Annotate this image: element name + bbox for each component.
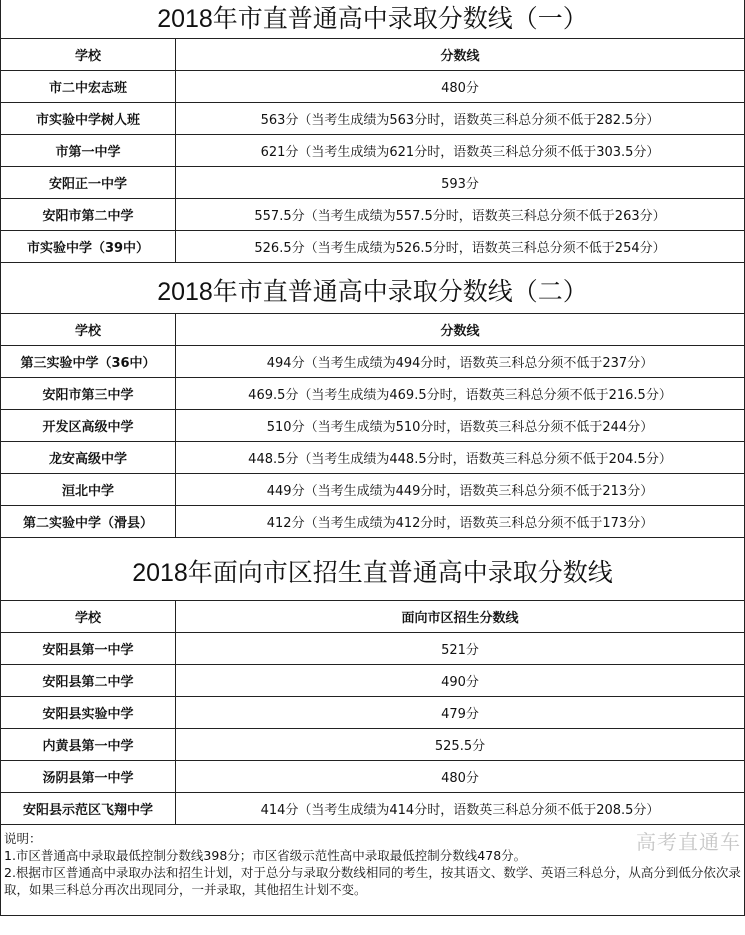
school-name: 开发区高级中学 bbox=[1, 410, 176, 442]
school-name: 安阳县第二中学 bbox=[1, 665, 176, 697]
table-row bbox=[1, 729, 745, 761]
table-row bbox=[1, 378, 745, 410]
table-row bbox=[1, 665, 745, 697]
school-name: 安阳市第三中学 bbox=[1, 378, 176, 410]
table-row bbox=[1, 199, 745, 231]
school-name: 市第一中学 bbox=[1, 135, 176, 167]
table-row bbox=[1, 793, 745, 825]
scores-table bbox=[0, 313, 745, 538]
table-row bbox=[1, 633, 745, 665]
table-row bbox=[1, 103, 745, 135]
section-title: 2018年面向市区招生直普通高中录取分数线 bbox=[0, 538, 745, 600]
school-name: 安阳市第二中学 bbox=[1, 199, 176, 231]
score-line: 412分（当考生成绩为412分时，语数英三科总分须不低于173分） bbox=[176, 506, 745, 538]
school-name: 安阳县第一中学 bbox=[1, 633, 176, 665]
score-line: 510分（当考生成绩为510分时，语数英三科总分须不低于244分） bbox=[176, 410, 745, 442]
school-name: 安阳县实验中学 bbox=[1, 697, 176, 729]
school-name: 内黄县第一中学 bbox=[1, 729, 176, 761]
school-name: 市实验中学（39中） bbox=[1, 231, 176, 263]
section-title: 2018年市直普通高中录取分数线（二） bbox=[0, 263, 745, 313]
table-row bbox=[1, 506, 745, 538]
table-header bbox=[1, 601, 745, 633]
score-line: 448.5分（当考生成绩为448.5分时，语数英三科总分须不低于204.5分） bbox=[176, 442, 745, 474]
table-row bbox=[1, 135, 745, 167]
score-line: 414分（当考生成绩为414分时，语数英三科总分须不低于208.5分） bbox=[176, 793, 745, 825]
school-name: 第二实验中学（滑县） bbox=[1, 506, 176, 538]
table-row bbox=[1, 442, 745, 474]
score-line: 526.5分（当考生成绩为526.5分时，语数英三科总分须不低于254分） bbox=[176, 231, 745, 263]
note-2: 2.根据市区普通高中录取办法和招生计划，对于总分与录取分数线相同的考生，按其语文、数学、英语三科总分，从高分到低分依次录取，如果三科总分再次出现同分，一并录取，其他招生计划不变。 bbox=[4, 865, 741, 897]
score-line: 449分（当考生成绩为449分时，语数英三科总分须不低于213分） bbox=[176, 474, 745, 506]
school-name: 第三实验中学（36中） bbox=[1, 346, 176, 378]
score-line: 490分 bbox=[176, 665, 745, 697]
table-row bbox=[1, 346, 745, 378]
scores-table bbox=[0, 600, 745, 825]
school-name: 安阳县示范区飞翔中学 bbox=[1, 793, 176, 825]
header-score: 分数线 bbox=[176, 39, 745, 71]
table-header bbox=[1, 314, 745, 346]
score-line: 621分（当考生成绩为621分时，语数英三科总分须不低于303.5分） bbox=[176, 135, 745, 167]
school-name: 汤阴县第一中学 bbox=[1, 761, 176, 793]
score-line: 494分（当考生成绩为494分时，语数英三科总分须不低于237分） bbox=[176, 346, 745, 378]
notes-heading: 说明： bbox=[4, 831, 42, 846]
table-row bbox=[1, 697, 745, 729]
score-line: 521分 bbox=[176, 633, 745, 665]
score-line: 557.5分（当考生成绩为557.5分时，语数英三科总分须不低于263分） bbox=[176, 199, 745, 231]
header-score: 分数线 bbox=[176, 314, 745, 346]
table-row bbox=[1, 410, 745, 442]
notes bbox=[0, 825, 745, 916]
scores-table bbox=[0, 38, 745, 263]
table-row bbox=[1, 474, 745, 506]
header-school: 学校 bbox=[1, 601, 176, 633]
header-school: 学校 bbox=[1, 314, 176, 346]
school-name: 市实验中学树人班 bbox=[1, 103, 176, 135]
section-title: 2018年市直普通高中录取分数线（一） bbox=[0, 0, 745, 38]
score-line: 593分 bbox=[176, 167, 745, 199]
score-line: 563分（当考生成绩为563分时，语数英三科总分须不低于282.5分） bbox=[176, 103, 745, 135]
table-row bbox=[1, 71, 745, 103]
school-name: 龙安高级中学 bbox=[1, 442, 176, 474]
watermark: 高考直通车 bbox=[636, 830, 741, 854]
score-line: 469.5分（当考生成绩为469.5分时，语数英三科总分须不低于216.5分） bbox=[176, 378, 745, 410]
header-score: 面向市区招生分数线 bbox=[176, 601, 745, 633]
header-school: 学校 bbox=[1, 39, 176, 71]
score-line: 480分 bbox=[176, 71, 745, 103]
school-name: 洹北中学 bbox=[1, 474, 176, 506]
score-line: 525.5分 bbox=[176, 729, 745, 761]
table-row bbox=[1, 231, 745, 263]
school-name: 市二中宏志班 bbox=[1, 71, 176, 103]
school-name: 安阳正一中学 bbox=[1, 167, 176, 199]
score-line: 480分 bbox=[176, 761, 745, 793]
score-line: 479分 bbox=[176, 697, 745, 729]
table-row bbox=[1, 167, 745, 199]
note-1: 1.市区普通高中录取最低控制分数线398分；市区省级示范性高中录取最低控制分数线478分。 bbox=[4, 848, 527, 863]
table-header bbox=[1, 39, 745, 71]
table-row bbox=[1, 761, 745, 793]
